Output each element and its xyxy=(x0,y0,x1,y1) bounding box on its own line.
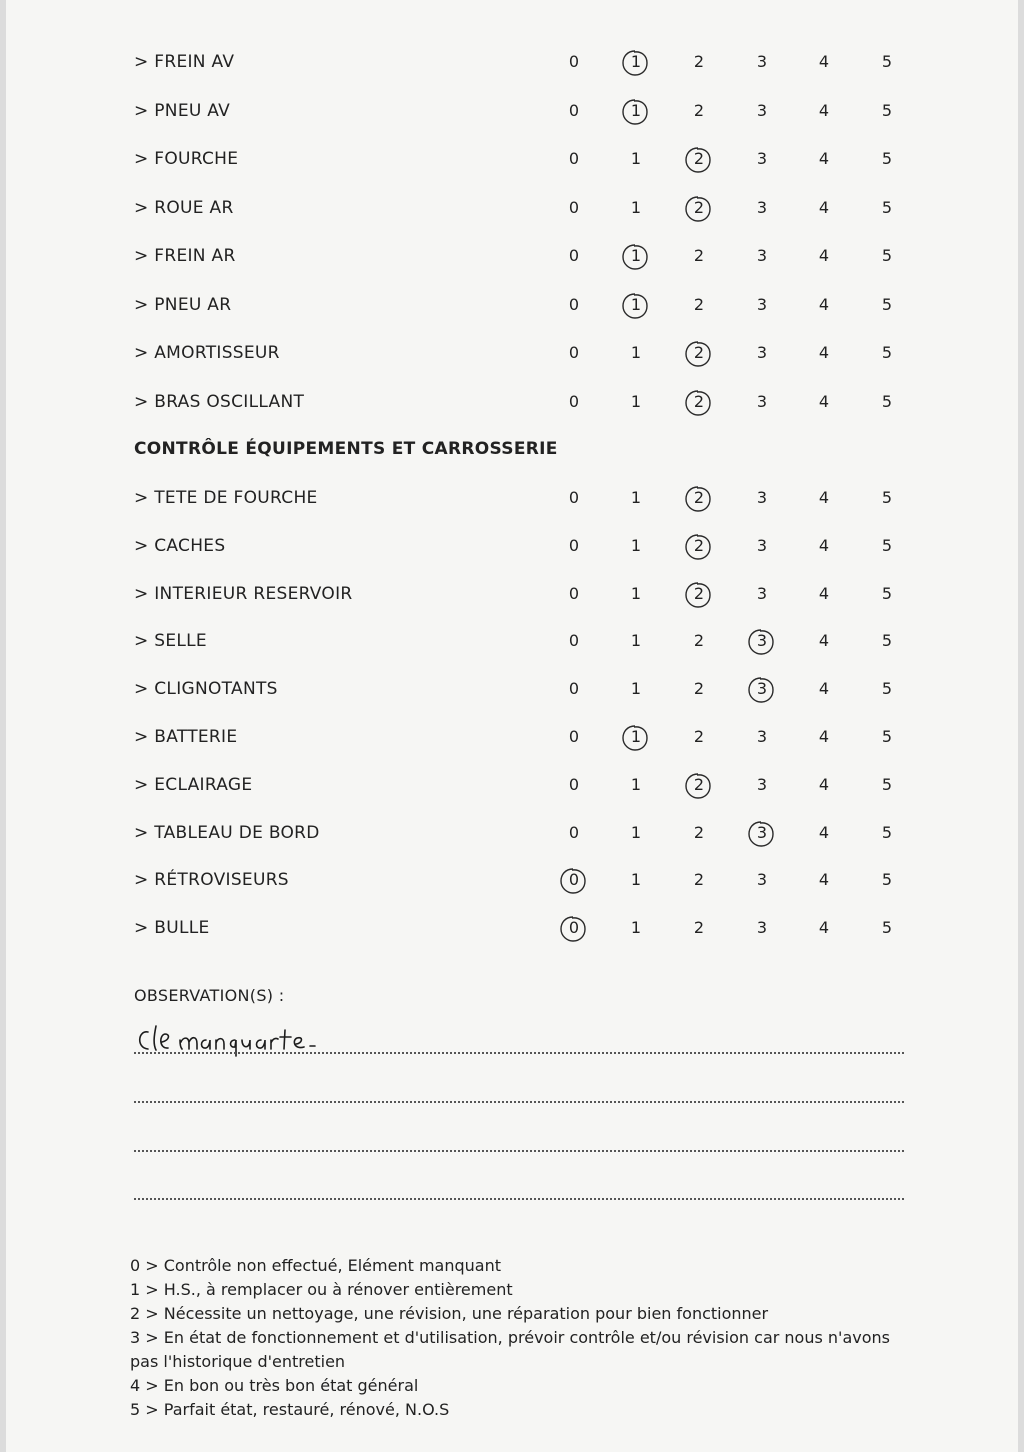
checklist-sheet xyxy=(6,0,1018,1452)
score-2: 2 xyxy=(689,536,709,555)
score-1: 1 xyxy=(630,149,642,168)
score-0: 0 xyxy=(568,774,580,794)
score-circle-mark xyxy=(746,675,776,705)
checklist-row xyxy=(6,771,1018,801)
score-5: 5 xyxy=(881,149,893,168)
score-5: 5 xyxy=(881,631,893,651)
score-5: 5 xyxy=(881,488,893,507)
checklist-row xyxy=(6,627,1018,657)
score-5: 5 xyxy=(881,679,893,699)
score-4: 4 xyxy=(818,918,830,938)
score-1: 1 xyxy=(630,918,642,938)
score-2: 2 xyxy=(693,679,705,699)
item-label: > BRAS OSCILLANT xyxy=(134,391,305,412)
score-1: 1 xyxy=(630,391,642,411)
checklist-row xyxy=(6,339,1018,369)
score-4: 4 xyxy=(818,197,830,217)
score-4: 4 xyxy=(818,822,830,842)
score-0: 0 xyxy=(568,488,580,507)
score-5: 5 xyxy=(881,774,893,794)
item-label: > TETE DE FOURCHE xyxy=(134,488,318,508)
checklist-row xyxy=(6,532,1018,562)
score-0: 0 xyxy=(568,679,580,699)
score-5: 5 xyxy=(881,343,893,362)
score-2: 2 xyxy=(689,392,709,411)
score-circle-mark xyxy=(620,723,650,753)
score-1: 1 xyxy=(630,488,642,507)
score-4: 4 xyxy=(818,100,830,120)
score-3: 3 xyxy=(752,631,772,650)
score-2: 2 xyxy=(689,488,709,507)
score-2: 2 xyxy=(693,631,705,651)
score-1: 1 xyxy=(630,774,642,794)
checklist-row xyxy=(6,866,1018,896)
score-5: 5 xyxy=(881,294,893,314)
score-4: 4 xyxy=(818,294,830,314)
score-1: 1 xyxy=(626,295,646,314)
score-circle-mark xyxy=(683,580,713,610)
item-label: > FREIN AR xyxy=(134,246,236,266)
score-2: 2 xyxy=(689,343,709,362)
checklist-row xyxy=(6,242,1018,272)
score-5: 5 xyxy=(881,52,893,71)
score-3: 3 xyxy=(756,343,768,362)
score-0: 0 xyxy=(568,294,580,314)
item-label: > BATTERIE xyxy=(134,727,238,747)
score-2: 2 xyxy=(693,727,705,746)
score-5: 5 xyxy=(881,100,893,120)
score-1: 1 xyxy=(626,727,646,746)
legend-item: 4 > En bon ou très bon état général xyxy=(130,1376,419,1395)
observation-line xyxy=(134,1198,904,1200)
score-0: 0 xyxy=(568,197,580,217)
score-4: 4 xyxy=(818,52,830,71)
score-4: 4 xyxy=(818,727,830,746)
score-5: 5 xyxy=(881,822,893,842)
score-3: 3 xyxy=(756,52,768,71)
score-5: 5 xyxy=(881,197,893,217)
score-3: 3 xyxy=(756,246,768,265)
score-2: 2 xyxy=(693,100,705,120)
score-1: 1 xyxy=(630,870,642,890)
legend-item: 2 > Nécessite un nettoyage, une révision, une réparation pour bien fonctionner xyxy=(130,1304,769,1323)
observation-line xyxy=(134,1052,904,1054)
observation-line xyxy=(134,1150,904,1152)
score-1: 1 xyxy=(630,631,642,651)
score-1: 1 xyxy=(630,343,642,362)
score-2: 2 xyxy=(693,822,705,842)
score-0: 0 xyxy=(568,52,580,71)
score-4: 4 xyxy=(818,488,830,507)
score-3: 3 xyxy=(756,197,768,217)
score-2: 2 xyxy=(689,198,709,217)
item-label: > BULLE xyxy=(134,918,210,939)
score-2: 2 xyxy=(693,52,705,71)
score-4: 4 xyxy=(818,246,830,265)
checklist-row xyxy=(6,194,1018,224)
score-4: 4 xyxy=(818,343,830,362)
score-3: 3 xyxy=(756,391,768,411)
item-label: > FREIN AV xyxy=(134,52,235,72)
score-0: 0 xyxy=(568,535,580,555)
score-0: 0 xyxy=(564,918,584,937)
score-5: 5 xyxy=(881,870,893,890)
score-3: 3 xyxy=(756,535,768,555)
checklist-row xyxy=(6,723,1018,753)
score-2: 2 xyxy=(689,584,709,603)
observations-label: OBSERVATION(S) : xyxy=(134,986,285,1005)
item-label: > FOURCHE xyxy=(134,149,239,169)
checklist-row xyxy=(6,484,1018,514)
score-1: 1 xyxy=(626,52,646,71)
score-0: 0 xyxy=(568,149,580,168)
score-5: 5 xyxy=(881,727,893,746)
score-3: 3 xyxy=(756,100,768,120)
rating-legend xyxy=(130,1254,910,1422)
score-circle-mark xyxy=(683,771,713,801)
score-0: 0 xyxy=(568,822,580,842)
score-5: 5 xyxy=(881,918,893,938)
score-1: 1 xyxy=(630,535,642,555)
score-3: 3 xyxy=(756,583,768,603)
score-circle-mark xyxy=(620,242,650,272)
score-4: 4 xyxy=(818,583,830,603)
score-0: 0 xyxy=(568,343,580,362)
checklist-row xyxy=(6,48,1018,78)
item-label: > PNEU AV xyxy=(134,100,231,121)
item-label: > RÉTROVISEURS xyxy=(134,870,289,891)
score-0: 0 xyxy=(564,870,584,889)
checklist-row xyxy=(6,97,1018,127)
observation-line xyxy=(134,1101,904,1103)
score-4: 4 xyxy=(818,631,830,651)
score-3: 3 xyxy=(752,823,772,842)
item-label: > SELLE xyxy=(134,631,207,652)
score-circle-mark xyxy=(620,97,650,127)
score-3: 3 xyxy=(756,870,768,890)
score-circle-mark xyxy=(683,484,713,514)
score-1: 1 xyxy=(630,679,642,699)
legend-item: 3 > En état de fonctionnement et d'utilisation, prévoir contrôle et/ou révision car nous n'avons pas l'historique d'entretien xyxy=(130,1328,890,1371)
score-1: 1 xyxy=(630,822,642,842)
score-0: 0 xyxy=(568,100,580,120)
score-circle-mark xyxy=(558,866,588,896)
checklist-row xyxy=(6,819,1018,849)
checklist-row xyxy=(6,291,1018,321)
score-circle-mark xyxy=(620,291,650,321)
score-3: 3 xyxy=(756,918,768,938)
score-1: 1 xyxy=(630,197,642,217)
score-circle-mark xyxy=(746,627,776,657)
score-circle-mark xyxy=(746,819,776,849)
item-label: > CACHES xyxy=(134,535,226,556)
score-3: 3 xyxy=(756,727,768,746)
item-label: > PNEU AR xyxy=(134,294,232,315)
score-5: 5 xyxy=(881,535,893,555)
score-circle-mark xyxy=(620,48,650,78)
score-0: 0 xyxy=(568,246,580,265)
item-label: > CLIGNOTANTS xyxy=(134,679,278,700)
item-label: > TABLEAU DE BORD xyxy=(134,822,320,843)
score-2: 2 xyxy=(689,775,709,794)
checklist-row xyxy=(6,675,1018,705)
score-4: 4 xyxy=(818,391,830,411)
score-3: 3 xyxy=(752,679,772,698)
score-2: 2 xyxy=(693,246,705,265)
score-1: 1 xyxy=(630,583,642,603)
legend-item: 5 > Parfait état, restauré, rénové, N.O.S xyxy=(130,1400,450,1419)
legend-item: 1 > H.S., à remplacer ou à rénover entièrement xyxy=(130,1280,513,1299)
score-4: 4 xyxy=(818,774,830,794)
score-3: 3 xyxy=(756,294,768,314)
score-0: 0 xyxy=(568,391,580,411)
checklist-row xyxy=(6,580,1018,610)
score-0: 0 xyxy=(568,583,580,603)
item-label: > INTERIEUR RESERVOIR xyxy=(134,583,353,604)
score-1: 1 xyxy=(626,101,646,120)
item-label: > ECLAIRAGE xyxy=(134,774,253,795)
score-2: 2 xyxy=(693,294,705,314)
score-circle-mark xyxy=(683,339,713,369)
score-5: 5 xyxy=(881,583,893,603)
score-4: 4 xyxy=(818,149,830,168)
checklist-row xyxy=(6,388,1018,418)
score-1: 1 xyxy=(626,246,646,265)
item-label: > ROUE AR xyxy=(134,197,234,218)
score-3: 3 xyxy=(756,774,768,794)
score-5: 5 xyxy=(881,391,893,411)
score-3: 3 xyxy=(756,149,768,168)
score-circle-mark xyxy=(683,194,713,224)
score-4: 4 xyxy=(818,870,830,890)
score-0: 0 xyxy=(568,727,580,746)
checklist-row xyxy=(6,914,1018,944)
score-3: 3 xyxy=(756,488,768,507)
score-circle-mark xyxy=(683,145,713,175)
score-circle-mark xyxy=(683,532,713,562)
score-2: 2 xyxy=(693,918,705,938)
score-5: 5 xyxy=(881,246,893,265)
legend-item: 0 > Contrôle non effectué, Elément manquant xyxy=(130,1256,501,1275)
score-4: 4 xyxy=(818,535,830,555)
score-circle-mark xyxy=(683,388,713,418)
score-circle-mark xyxy=(558,914,588,944)
item-label: > AMORTISSEUR xyxy=(134,343,280,363)
score-2: 2 xyxy=(693,870,705,890)
score-4: 4 xyxy=(818,679,830,699)
score-0: 0 xyxy=(568,631,580,651)
section-title: CONTRÔLE ÉQUIPEMENTS ET CARROSSERIE xyxy=(134,439,558,459)
score-2: 2 xyxy=(689,149,709,168)
checklist-row xyxy=(6,145,1018,175)
